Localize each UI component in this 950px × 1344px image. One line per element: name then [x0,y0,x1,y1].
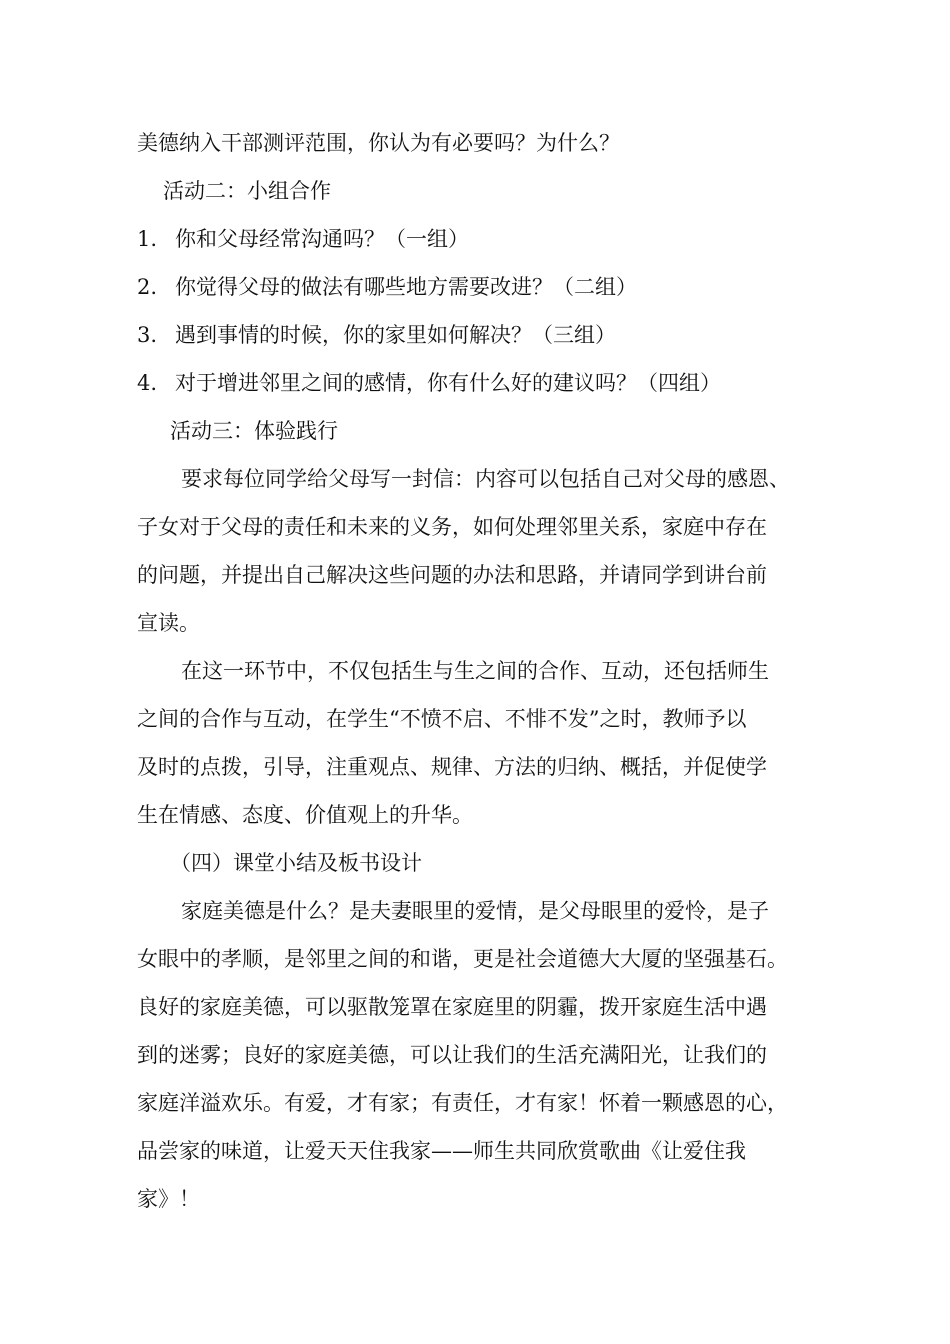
list-item [137,320,616,350]
list-item-text: 遇到事情的时候，你的家里如何解决？（三组） [175,323,616,347]
list-number: 4. [137,371,158,395]
list-item [137,224,469,254]
list-item-text: 对于增进邻里之间的感情，你有什么好的建议吗？（四组） [175,371,721,395]
list-number: 1. [137,227,158,251]
paragraph-line: 之间的合作与互动，在学生“不愤不启、不悱不发”之时，教师予以 [137,707,747,731]
list-item [137,272,637,302]
paragraph-line: 生在情感、态度、价值观上的升华。 [137,803,473,827]
paragraph-line: 女眼中的孝顺，是邻里之间的和谐，更是社会道德大大厦的坚强基石。 [137,947,788,971]
list-item [137,368,721,398]
paragraph-line: 家庭美德是什么？是夫妻眼里的爱情，是父母眼里的爱怜，是子 [181,899,769,923]
list-item-text: 你觉得父母的做法有哪些地方需要改进？（二组） [175,275,637,299]
paragraph-line: 在这一环节中，不仅包括生与生之间的合作、互动，还包括师生 [181,659,769,683]
paragraph-line: 到的迷雾；良好的家庭美德，可以让我们的生活充满阳光，让我们的 [137,1043,767,1067]
paragraph-line: 的问题，并提出自己解决这些问题的办法和思路，并请同学到讲台前 [137,563,767,587]
paragraph-line: 良好的家庭美德，可以驱散笼罩在家庭里的阴霾，拨开家庭生活中遇 [137,995,767,1019]
section-heading: （四）课堂小结及板书设计 [170,851,422,875]
paragraph-line: 美德纳入干部测评范围，你认为有必要吗？为什么？ [137,131,620,155]
activity-heading: 活动二：小组合作 [163,179,331,203]
paragraph-line: 子女对于父母的责任和未来的义务，如何处理邻里关系，家庭中存在 [137,515,767,539]
paragraph-line: 要求每位同学给父母写一封信：内容可以包括自己对父母的感恩、 [181,467,790,491]
paragraph-line: 家庭洋溢欢乐。有爱，才有家；有责任，才有家！怀着一颗感恩的心， [137,1091,788,1115]
list-number: 3. [137,323,158,347]
paragraph-line: 宣读。 [137,611,200,635]
paragraph-line: 品尝家的味道，让爱天天住我家——师生共同欣赏歌曲《让爱住我 [137,1139,746,1163]
list-item-text: 你和父母经常沟通吗？（一组） [175,227,469,251]
activity-heading: 活动三：体验践行 [170,419,338,443]
paragraph-line: 家》！ [137,1187,200,1211]
list-number: 2. [137,275,158,299]
paragraph-line: 及时的点拨，引导，注重观点、规律、方法的归纳、概括，并促使学 [137,755,767,779]
